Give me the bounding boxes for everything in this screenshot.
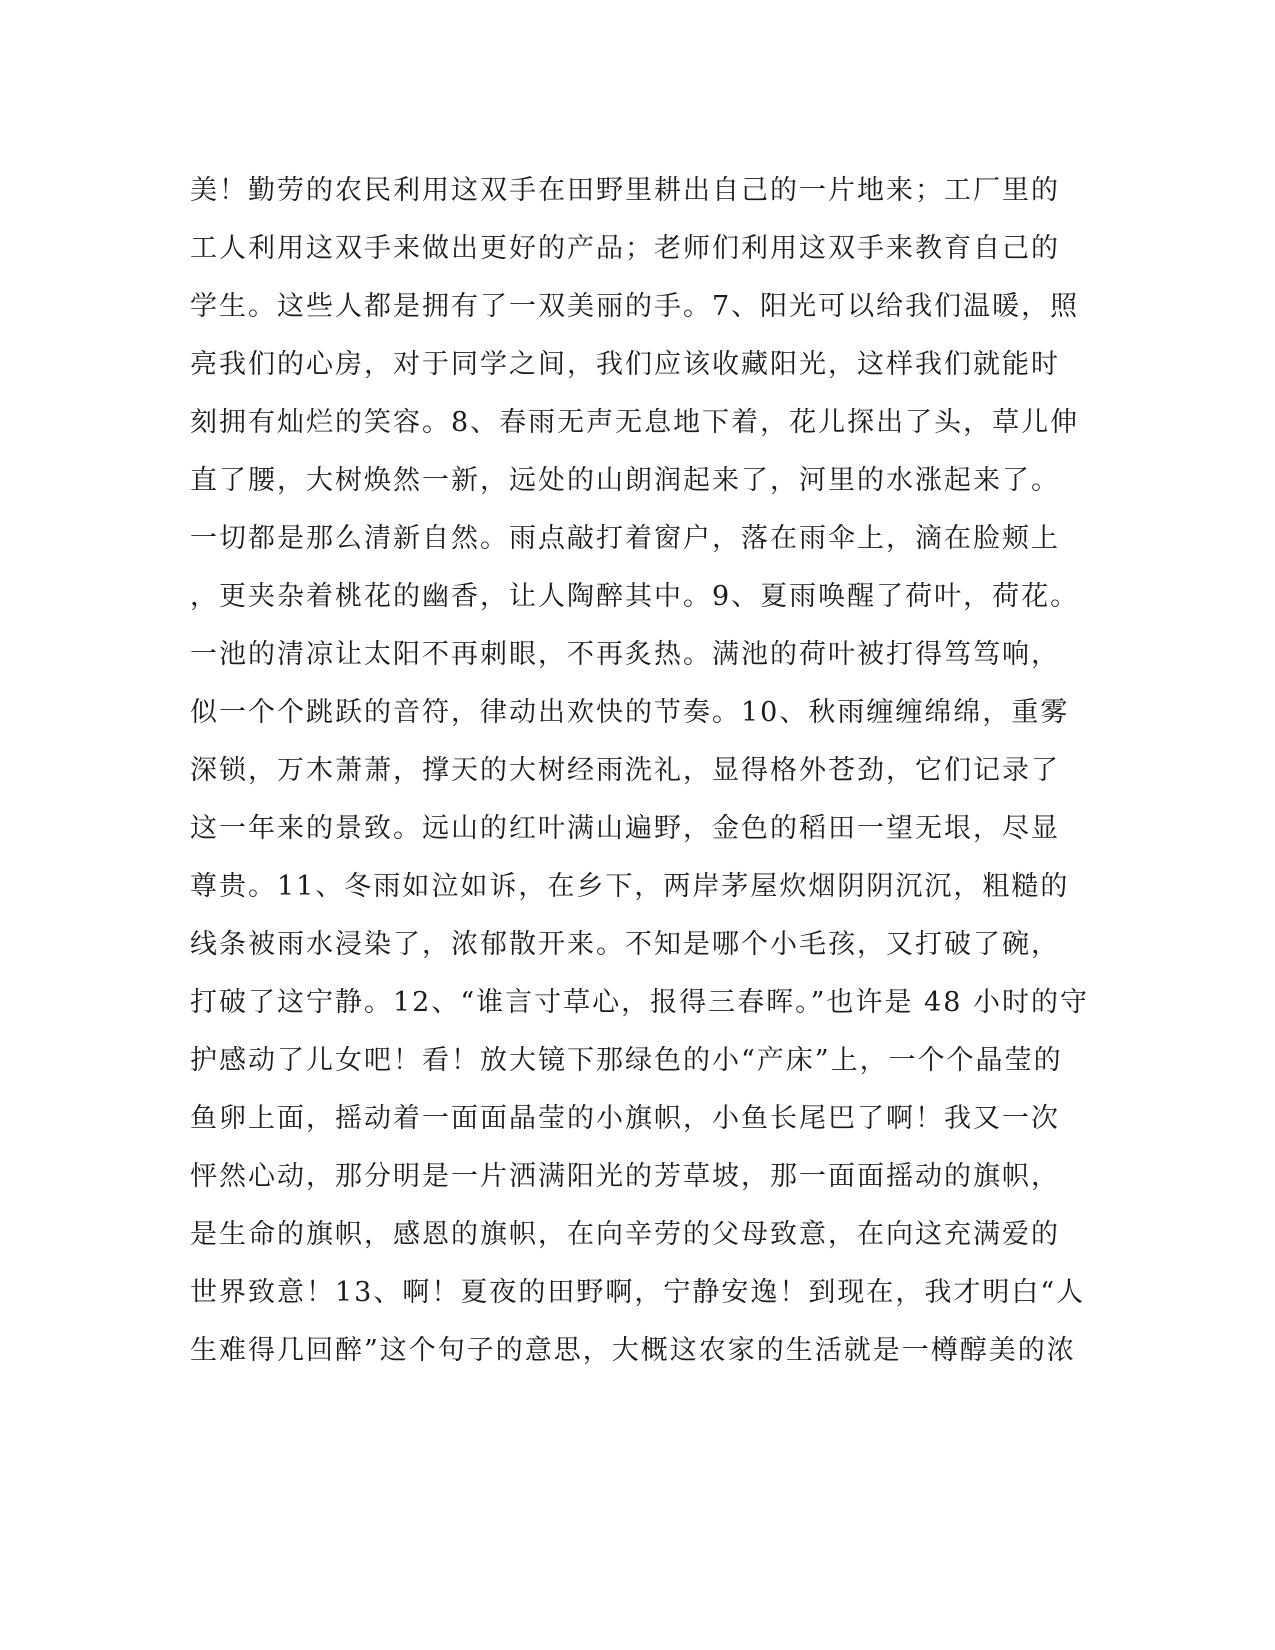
text-line: 打破了这宁静。12、“谁言寸草心，报得三春晖。”也许是 48 小时的守	[190, 987, 1089, 1018]
text-line: 是生命的旗帜，感恩的旗帜，在向辛劳的父母致意，在向这充满爱的	[190, 1219, 1060, 1250]
text-line: 一切都是那么清新自然。雨点敲打着窗户，落在雨伞上，滴在脸颊上	[190, 523, 1060, 554]
text-line: 学生。这些人都是拥有了一双美丽的手。7、阳光可以给我们温暖，照	[190, 291, 1080, 322]
text-line: 鱼卵上面，摇动着一面面晶莹的小旗帜，小鱼长尾巴了啊！我又一次	[190, 1103, 1060, 1134]
text-line: 生难得几回醉”这个句子的意思，大概这农家的生活就是一樽醇美的浓	[190, 1335, 1076, 1366]
text-line: ，更夹杂着桃花的幽香，让人陶醉其中。9、夏雨唤醒了荷叶，荷花。	[190, 581, 1080, 612]
text-line: 亮我们的心房，对于同学之间，我们应该收藏阳光，这样我们就能时	[190, 349, 1060, 380]
text-line: 工人利用这双手来做出更好的产品；老师们利用这双手来教育自己的	[190, 233, 1060, 264]
text-line: 怦然心动，那分明是一片洒满阳光的芳草坡，那一面面摇动的旗帜，	[190, 1161, 1060, 1192]
text-line: 线条被雨水浸染了，浓郁散开来。不知是哪个小毛孩，又打破了碗，	[190, 929, 1060, 960]
text-line: 这一年来的景致。远山的红叶满山遍野，金色的稻田一望无垠，尽显	[190, 813, 1060, 844]
text-line: 深锁，万木萧萧，撑天的大树经雨洗礼，显得格外苍劲，它们记录了	[190, 755, 1060, 786]
text-line: 刻拥有灿烂的笑容。8、春雨无声无息地下着，花儿探出了头，草儿伸	[190, 407, 1080, 438]
text-line: 似一个个跳跃的音符，律动出欢快的节奏。10、秋雨缠缠绵绵，重雾	[190, 697, 1070, 728]
text-line: 美！勤劳的农民利用这双手在田野里耕出自己的一片地来；工厂里的	[190, 175, 1060, 206]
text-line: 护感动了儿女吧！看！放大镜下那绿色的小“产床”上，一个个晶莹的	[190, 1045, 1063, 1076]
text-line: 尊贵。11、冬雨如泣如诉，在乡下，两岸茅屋炊烟阴阴沉沉，粗糙的	[190, 871, 1070, 902]
text-line: 直了腰，大树焕然一新，远处的山朗润起来了，河里的水涨起来了。	[190, 465, 1060, 496]
text-line: 世界致意！13、啊！夏夜的田野啊，宁静安逸！到现在，我才明白“人	[190, 1277, 1086, 1308]
text-line: 一池的清凉让太阳不再刺眼，不再炙热。满池的荷叶被打得笃笃响，	[190, 639, 1060, 670]
body-text	[190, 162, 1090, 1380]
